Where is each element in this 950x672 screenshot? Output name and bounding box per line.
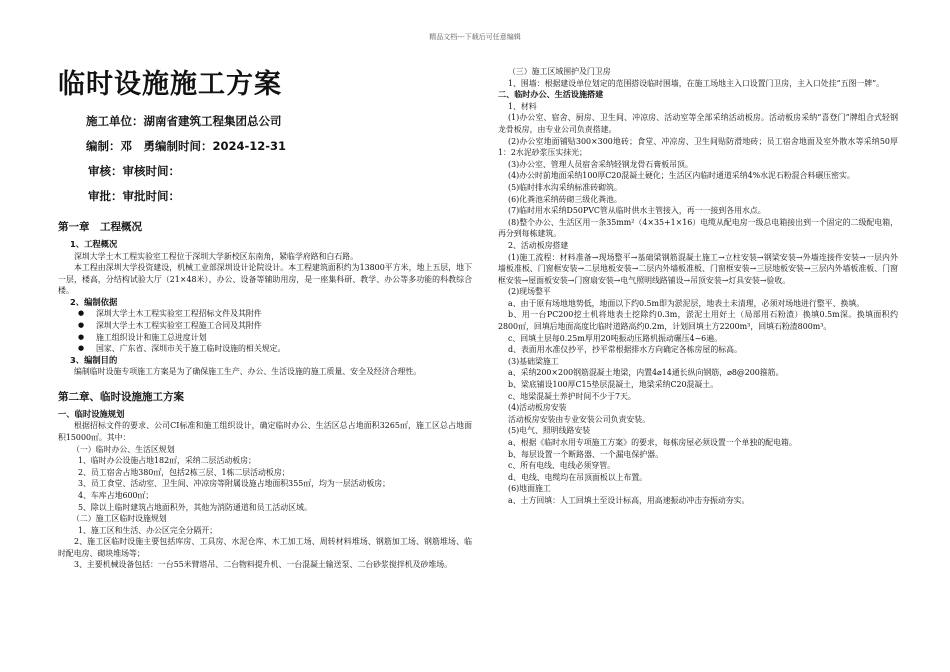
paragraph: (2)办公室地面铺贴300×300地砖；食堂、冲凉房、卫生间贴防滑地砖；员工宿舍地面及室外散水等采纳50厚1：2水泥砂浆压实抹光； [498,136,898,158]
bullet-icon: ● [78,332,85,341]
list-item-text: 深圳大学土木工程实验室工程施工合同及其附件 [96,320,262,330]
paragraph: d、电线、电缆均在吊顶面板以上布置。 [508,472,648,482]
paragraph: (6)化粪池采纳砖砌三级化粪池。 [508,194,622,204]
paragraph: (2)现场整平 [508,287,551,297]
paragraph: 深圳大学土木工程实验室工程位于深圳大学新校区东南角，紧临学府路和白石路。 [74,251,359,261]
paragraph: 本工程由深圳大学投资建设，机械工业部深圳设计论院设计。本工程建筑面积约为13800平方米，地上五层，地下一层，楼高，分结构试验大厅（21×48米），办公、设备等辅助用房，是一座集科研、教学、办公等多功能的科教综合楼。 [58,263,472,296]
list-item: 4、车库占地600㎡； [78,490,154,500]
meta-approve: 审批：审批时间： [88,189,180,203]
bullet-icon: ● [78,309,85,318]
paragraph: (7)临时用水采纳D50PVC管从临时供水主管接入，再一一接到各用水点。 [508,206,766,216]
paragraph: b、用一台PC200挖土机将地表土挖除约0.3m，淤泥土用好土（局部用石粉渣）换填0.5m深。换填面积约2800㎡，回填后地面高度比临时道路高约0.2m，计划回填土方2200m³，回填石粉渣800m³。 [498,310,898,332]
chapter-1-heading: 第一章 工程概况 [58,221,142,233]
right-column [498,66,898,507]
paragraph: a、采纳200×200钢筋混凝土地梁，内置4⌀14通长纵向钢筋，⌀8@200箍筋。 [508,368,784,378]
paragraph: a、由于原有场地地势低，地面以下约0.5m即为淤泥层，地表土未清理，必须对场地进行整平、换填。 [508,298,865,308]
paragraph: a、根据《临时水用专项施工方案》的要求，每栋房屋必须设置一个单独的配电箱。 [508,438,797,447]
paragraph: 根据招标文件的要求、公司CI标准和施工组织设计，确定临时办公、生活区总占地面积3265㎡，施工区总占地面积15000㎡。其中： [58,421,472,442]
paragraph: （三）施工区域围护及门卫房 [508,67,611,76]
bullet-icon: ● [78,320,85,329]
paragraph: (3)办公室、管理人员宿舍采纳轻钢龙骨石膏板吊顶。 [508,159,693,169]
paragraph: (6)地面施工 [508,484,551,494]
list-item: 2、施工区临时设施主要包括库房、工具房、水泥仓库、木工加工场、周转材料堆场、钢筋加工场、钢筋堆场、临时配电房、砌块堆场等； [58,537,472,558]
section-basis-heading: 2、编制依据 [70,296,118,307]
section-heading: 二、临时办公、生活设施搭建 [498,89,604,100]
paragraph: 编制临时设施专项施工方案是为了确保施工生产、办公、生活设施的施工质量、安全及经济合理性。 [74,367,422,377]
list-item: 3、主要机械设备包括：一台55米臂塔吊、二台物料提升机、一台混凝土输送泵、二台砂浆搅拌机及砂堆场。 [74,560,453,570]
paragraph: (3)基础梁施工 [508,356,559,366]
paragraph: c、回填土层每0.25m厚用20吨振动压路机振动碾压4~6遍。 [508,333,722,343]
list-item: 2、员工宿舍占地380㎡，包括2栋三层、1栋二层活动板房； [78,467,290,477]
meta-review: 审核：审核时间： [88,164,180,178]
list-item: 3、员工食堂、活动室、卫生间、冲凉房等附属设施占地面积355㎡，均为一层活动板房； [78,479,391,489]
list-item [58,308,472,320]
subsection-heading: （二）施工区临时设施规划 [72,514,167,524]
list-item-text: 施工组织设计和施工总进度计划 [96,332,207,342]
list-item [58,320,472,332]
section-overview-heading: 1、工程概况 [70,239,118,249]
paragraph: (5)临时排水沟采纳标准砖砌筑。 [508,182,622,192]
list-item: 1、施工区和生活、办公区完全分隔开； [78,525,218,535]
section-purpose-heading: 3、编制目的 [70,354,118,365]
bullet-icon: ● [78,344,85,353]
paragraph: b、每层设置一个断路器、一个漏电保护器。 [508,449,663,459]
paragraph: (8)整个办公、生活区用一条35mm²（4×35+1×16）电缆从配电房一级总电箱接出到一个固定的二级配电箱，再分到每栋建筑。 [498,217,898,239]
list-item [58,332,472,344]
section-planning-heading: 一、临时设施规划 [58,408,125,419]
subsection-heading: （一）临时办公、生活区规划 [72,444,175,454]
paragraph: 1、材料 [508,101,537,111]
list-item: 5、除以上临时建筑占地面积外，其他为消防通道和员工活动区域。 [78,502,312,512]
paragraph: 1、围墙：根据建设单位划定的范围搭设临时围墙，在施工场地主入口设置门卫房，主入口处挂“五图一牌”。 [508,78,885,88]
list-item-text: 深圳大学土木工程实验室工程招标文件及其附件 [96,309,262,319]
meta-author-date: 编制：邓 勇编制时间：2024-12-31 [86,139,287,153]
list-item [58,343,472,355]
header-note: 精品文档---下载后可任意编辑 [429,33,521,41]
document-title: 临时设施施工方案 [58,69,282,100]
paragraph: c、所有电线、电线必须穿管。 [508,461,615,471]
chapter-2-heading: 第二章、临时设施施工方案 [58,390,184,403]
paragraph: 2、活动板房搭建 [508,240,569,250]
paragraph: a、土方回填：人工回填土至设计标高，用高速振动冲击夯振动夯实。 [508,495,750,505]
paragraph: (1)办公室、宿舍、厨房、卫生间、冲凉房、活动室等全部采纳活动板房。活动板房采纳“喜登门”牌组合式轻钢龙骨板房，由专业公司负责搭建。 [498,113,898,134]
paragraph: c、地梁混凝土养护时间不少于7天。 [508,391,636,401]
meta-unit: 施工单位：湖南省建筑工程集团总公司 [86,114,282,128]
paragraph: d、表面用水准仪抄平，抄平常根据排水方向确定各栋房屋的标高。 [508,345,742,355]
paragraph: (5)电气、照明线路安装 [508,426,591,436]
list-item: 1、临时办公设施占地182㎡，采纳二层活动板房； [78,456,256,466]
left-column [58,62,472,571]
paragraph: (4)办公时前地面采纳100厚C20混凝土硬化；生活区内临时通道采纳4%水泥石粉混合料碾压密实。 [508,171,855,181]
paragraph: (4)活动板房安装 [508,403,567,413]
paragraph: 活动板房安装由专业安装公司负责安装。 [508,414,651,424]
paragraph: b、梁底铺设100厚C15垫层混凝土，地梁采纳C20混凝土。 [508,380,719,390]
list-item-text: 国家、广东省、深圳市关于施工临时设施的相关规定。 [96,344,286,354]
paragraph: (1)施工流程：材料准备→现场整平→基础梁钢筋混凝土施工→立柱安装→钢梁安装→外墙连接件安装→一层内外墙板准板、门窗框安装→二层地板安装→二层内外墙板准板、门窗框安装→三层地板安装→三层内外墙板准板、门窗框安装→屋面板安装→门窗扇安装→电气照明线路铺设→吊顶安装→灯具安装→验收。 [498,252,898,285]
